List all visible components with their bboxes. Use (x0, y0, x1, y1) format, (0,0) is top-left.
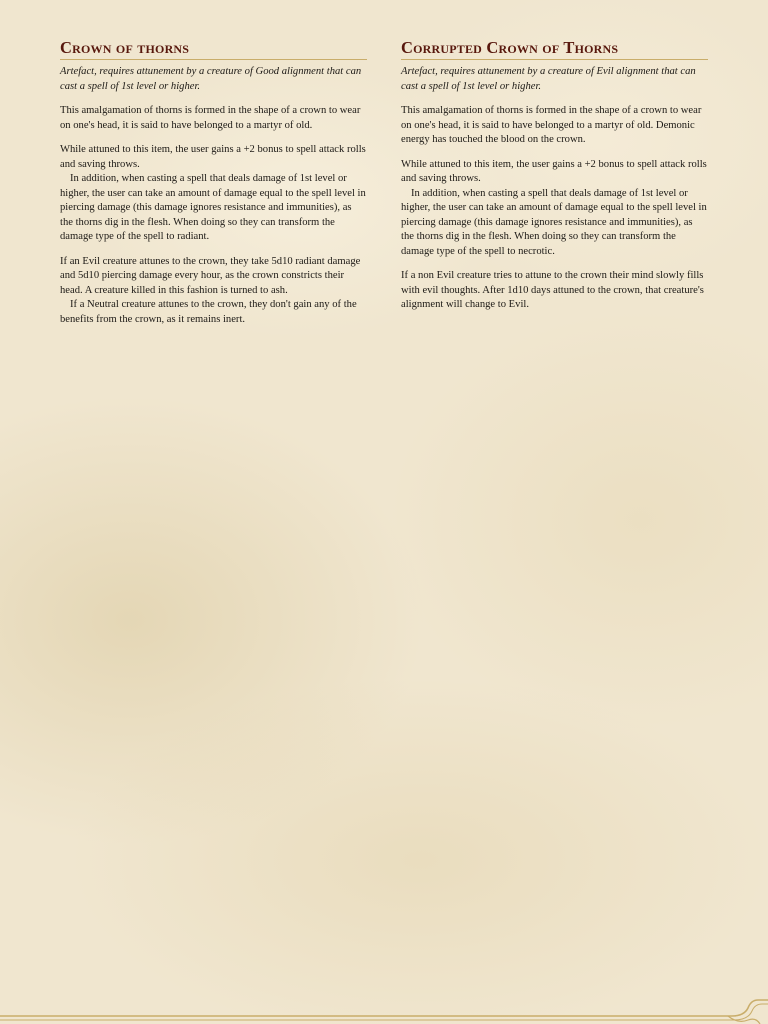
bonus-paragraph: While attuned to this item, the user gains a +2 bonus to spell attack rolls and saving throws. (60, 144, 366, 170)
item-subtitle: Artefact, requires attunement by a creature of Good alignment that can cast a spell of 1st level or higher. (60, 66, 362, 92)
description-paragraph: This amalgamation of thorns is formed in the shape of a crown to wear on one's head, it is said to have belonged to a martyr of old. (60, 105, 361, 131)
item-title: Corrupted Crown of Thorns (401, 38, 708, 60)
item-subtitle: Artefact, requires attunement by a creature of Evil alignment that can cast a spell of 1st level or higher. (401, 66, 696, 92)
non-evil-attunement-paragraph: If a non Evil creature tries to attune to the crown their mind slowly fills with evil thoughts. After 1d10 days attuned to the crown, that creature's alignment will change to Evil. (401, 270, 704, 310)
neutral-attunement-paragraph: If a Neutral creature attunes to the crown, they don't gain any of the benefits from the crown, as it remains inert. (60, 299, 357, 325)
spell-damage-paragraph: In addition, when casting a spell that deals damage of 1st level or higher, the user can take an amount of damage equal to the spell level in piercing damage (this damage ignores resistance and immunities), as the thorns dig in the flesh. When doing so they can transform the damage type of the spell to radiant. (60, 173, 366, 242)
spell-damage-paragraph: In addition, when casting a spell that deals damage of 1st level or higher, the user can take an amount of damage equal to the spell level in piercing damage (this damage ignores resistance and immunities), as the thorns dig in the flesh. When doing so they can transform the damage type of the spell to necrotic. (401, 187, 707, 257)
description-paragraph: This amalgamation of thorns is formed in the shape of a crown to wear on one's head, it is said to have belonged to a martyr of old. Demonic energy has touched the blood on the crown. (401, 105, 702, 145)
item-title: Crown of thorns (60, 38, 367, 60)
left-column (60, 38, 367, 327)
footer-ornament (0, 990, 768, 1024)
evil-attunement-paragraph: If an Evil creature attunes to the crown, they take 5d10 radiant damage and 5d10 piercing damage every hour, as the crown constricts their head. A creature killed in this fashion is turned to ash. (60, 255, 361, 296)
right-column (401, 38, 708, 313)
bonus-paragraph: While attuned to this item, the user gains a +2 bonus to spell attack rolls and saving throws. (401, 158, 707, 184)
